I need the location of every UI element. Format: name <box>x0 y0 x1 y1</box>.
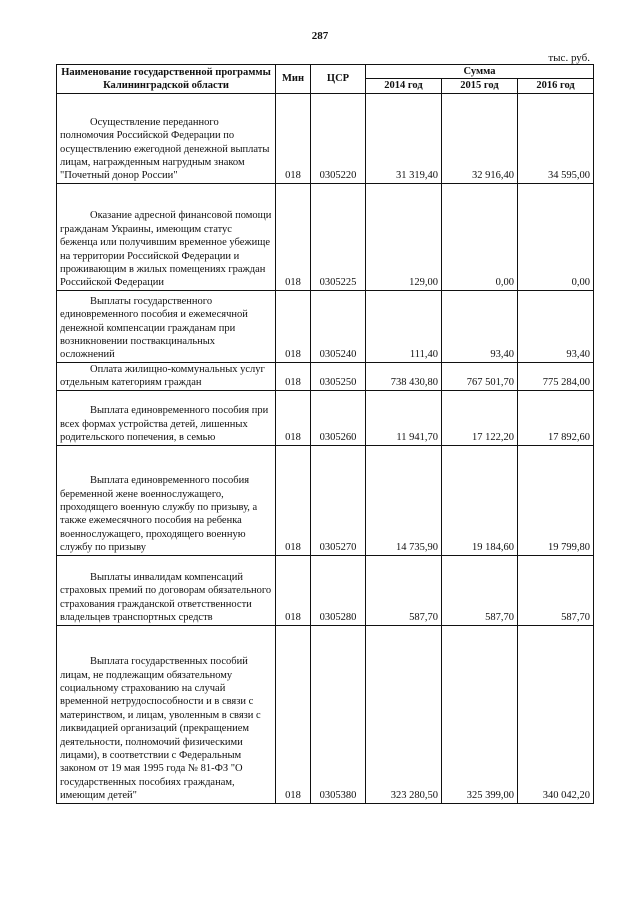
row-value-2014: 111,40 <box>366 290 442 362</box>
row-min: 018 <box>276 362 311 390</box>
row-min: 018 <box>276 445 311 555</box>
row-value-2015: 587,70 <box>442 555 518 625</box>
table-row <box>57 183 594 290</box>
row-name-text: Выплаты государственного единовременного пособия и ежемесячной денежной компенсации гражданам при возникновении поствакцинальных осложнений <box>60 295 248 361</box>
row-value-2016: 587,70 <box>518 555 594 625</box>
table-row <box>57 445 594 555</box>
row-min: 018 <box>276 183 311 290</box>
row-value-2016: 19 799,80 <box>518 445 594 555</box>
row-min: 018 <box>276 93 311 183</box>
row-value-2016: 775 284,00 <box>518 362 594 390</box>
row-name <box>57 93 276 183</box>
row-csr: 0305225 <box>311 183 366 290</box>
row-csr: 0305240 <box>311 290 366 362</box>
row-csr: 0305280 <box>311 555 366 625</box>
row-csr: 0305270 <box>311 445 366 555</box>
row-csr: 0305220 <box>311 93 366 183</box>
row-name-text: Выплата единовременного пособия при всех формах устройства детей, лишенных родительского попечения, в семью <box>60 405 269 444</box>
row-value-2016: 34 595,00 <box>518 93 594 183</box>
row-csr: 0305250 <box>311 362 366 390</box>
row-min: 018 <box>276 390 311 445</box>
row-value-2015: 32 916,40 <box>442 93 518 183</box>
row-name-text: Выплата государственных пособий лицам, не подлежащим обязательному социальному страхованию на случай временной нетрудоспособности и в связи с материнством, и лицам, уволенным в связи с ликвидацией организаций (прекращением деятельности, полномочий физическими лицами), в соответствии с Федеральным законом от 19 мая 1995 года № 81-ФЗ "О государственных пособиях гражданам, имеющим детей" <box>60 656 261 802</box>
row-value-2014: 738 430,80 <box>366 362 442 390</box>
row-name <box>57 362 276 390</box>
row-value-2015: 0,00 <box>442 183 518 290</box>
header-year-2016: 2016 год <box>518 79 594 93</box>
row-min: 018 <box>276 290 311 362</box>
row-name <box>57 445 276 555</box>
row-min: 018 <box>276 625 311 803</box>
header-year-2015: 2015 год <box>442 79 518 93</box>
row-value-2016: 0,00 <box>518 183 594 290</box>
row-value-2016: 340 042,20 <box>518 625 594 803</box>
table-row <box>57 390 594 445</box>
row-name <box>57 390 276 445</box>
row-csr: 0305260 <box>311 390 366 445</box>
row-value-2016: 17 892,60 <box>518 390 594 445</box>
row-name <box>57 555 276 625</box>
row-value-2015: 17 122,20 <box>442 390 518 445</box>
header-min: Мин <box>276 65 311 94</box>
row-value-2015: 767 501,70 <box>442 362 518 390</box>
row-value-2014: 14 735,90 <box>366 445 442 555</box>
row-value-2015: 19 184,60 <box>442 445 518 555</box>
row-min: 018 <box>276 555 311 625</box>
row-name-text: Выплата единовременного пособия беременной жене военнослужащего, проходящего военную службу по призыву, а также ежемесячного пособия на ребенка военнослужащего, проходящего военную службу по призыву <box>60 475 258 554</box>
row-value-2014: 129,00 <box>366 183 442 290</box>
units-label: тыс. руб. <box>548 52 590 64</box>
budget-table <box>56 64 594 804</box>
header-sum: Сумма <box>366 65 594 79</box>
row-value-2015: 325 399,00 <box>442 625 518 803</box>
row-value-2016: 93,40 <box>518 290 594 362</box>
row-name <box>57 290 276 362</box>
page-number: 287 <box>311 30 329 42</box>
row-value-2014: 11 941,70 <box>366 390 442 445</box>
row-value-2015: 93,40 <box>442 290 518 362</box>
table-row <box>57 93 594 183</box>
table-row <box>57 555 594 625</box>
row-name <box>57 183 276 290</box>
table-row <box>57 290 594 362</box>
row-value-2014: 31 319,40 <box>366 93 442 183</box>
row-name-text: Оплата жилищно-коммунальных услуг отдельным категориям граждан <box>60 363 265 389</box>
row-name-text: Осуществление переданного полномочия Российской Федерации по осуществлению ежегодной денежной выплаты лицам, награжденным нагрудным знаком "Почетный донор России" <box>60 116 270 182</box>
row-value-2014: 587,70 <box>366 555 442 625</box>
row-name-text: Оказание адресной финансовой помощи гражданам Украины, имеющим статус беженца или получившим временное убежище на территории Российской Федерации и проживающим в жилых помещениях граждан Российской Федерации <box>60 210 272 289</box>
row-csr: 0305380 <box>311 625 366 803</box>
row-name-text: Выплаты инвалидам компенсаций страховых премий по договорам обязательного страхования гражданской ответственности владельцев транспортных средств <box>60 572 272 624</box>
table-row <box>57 625 594 803</box>
table-row <box>57 362 594 390</box>
row-value-2014: 323 280,50 <box>366 625 442 803</box>
header-csr: ЦСР <box>311 65 366 94</box>
row-name <box>57 625 276 803</box>
header-name: Наименование государственной программы Калининградской области <box>57 65 276 94</box>
header-year-2014: 2014 год <box>366 79 442 93</box>
